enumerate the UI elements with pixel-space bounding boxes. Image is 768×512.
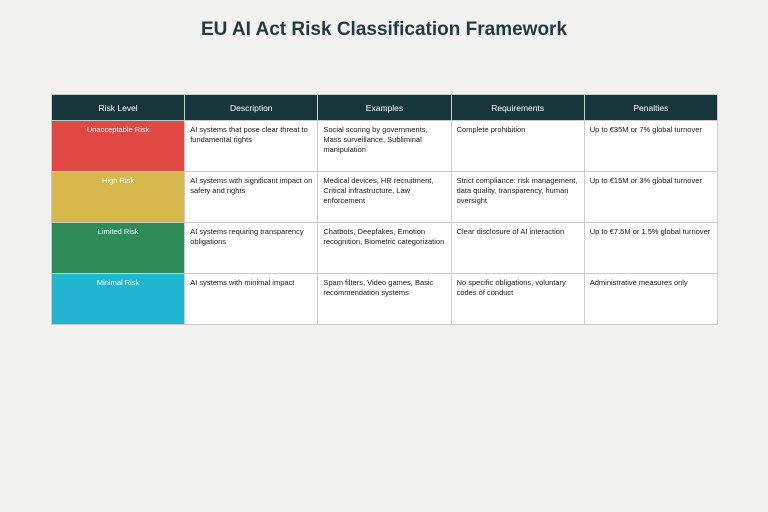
table-header-row — [52, 95, 718, 121]
description-cell: AI systems requiring transparency obligations — [185, 223, 318, 274]
examples-cell: Social scoring by governments, Mass surveillance, Subliminal manipulation — [318, 121, 451, 172]
requirements-cell: Clear disclosure of AI interaction — [451, 223, 584, 274]
examples-cell: Chatbots, Deepfakes, Emotion recognition, Biometric categorization — [318, 223, 451, 274]
examples-cell: Spam filters, Video games, Basic recommendation systems — [318, 274, 451, 325]
column-header-examples: Examples — [318, 95, 451, 121]
penalties-cell: Up to €7.5M or 1.5% global turnover — [584, 223, 717, 274]
requirements-cell: Strict compliance: risk management, data quality, transparency, human oversight — [451, 172, 584, 223]
risk-level-cell: Limited Risk — [52, 223, 185, 274]
examples-cell: Medical devices, HR recruitment, Critical infrastructure, Law enforcement — [318, 172, 451, 223]
column-header-description: Description — [185, 95, 318, 121]
requirements-cell: No specific obligations, voluntary codes of conduct — [451, 274, 584, 325]
penalties-cell: Up to €35M or 7% global turnover — [584, 121, 717, 172]
risk-classification-table — [51, 94, 718, 325]
penalties-cell: Administrative measures only — [584, 274, 717, 325]
page-title: EU AI Act Risk Classification Framework — [200, 19, 568, 40]
risk-level-cell: High Risk — [52, 172, 185, 223]
column-header-requirements: Requirements — [451, 95, 584, 121]
requirements-cell: Complete prohibition — [451, 121, 584, 172]
table-row — [52, 172, 718, 223]
table-row — [52, 274, 718, 325]
risk-level-cell: Minimal Risk — [52, 274, 185, 325]
description-cell: AI systems with significant impact on safety and rights — [185, 172, 318, 223]
description-cell: AI systems with minimal impact — [185, 274, 318, 325]
table-row — [52, 223, 718, 274]
column-header-risk-level: Risk Level — [52, 95, 185, 121]
description-cell: AI systems that pose clear threat to fundamental rights — [185, 121, 318, 172]
table-row — [52, 121, 718, 172]
column-header-penalties: Penalties — [584, 95, 717, 121]
risk-level-cell: Unacceptable Risk — [52, 121, 185, 172]
penalties-cell: Up to €15M or 3% global turnover — [584, 172, 717, 223]
